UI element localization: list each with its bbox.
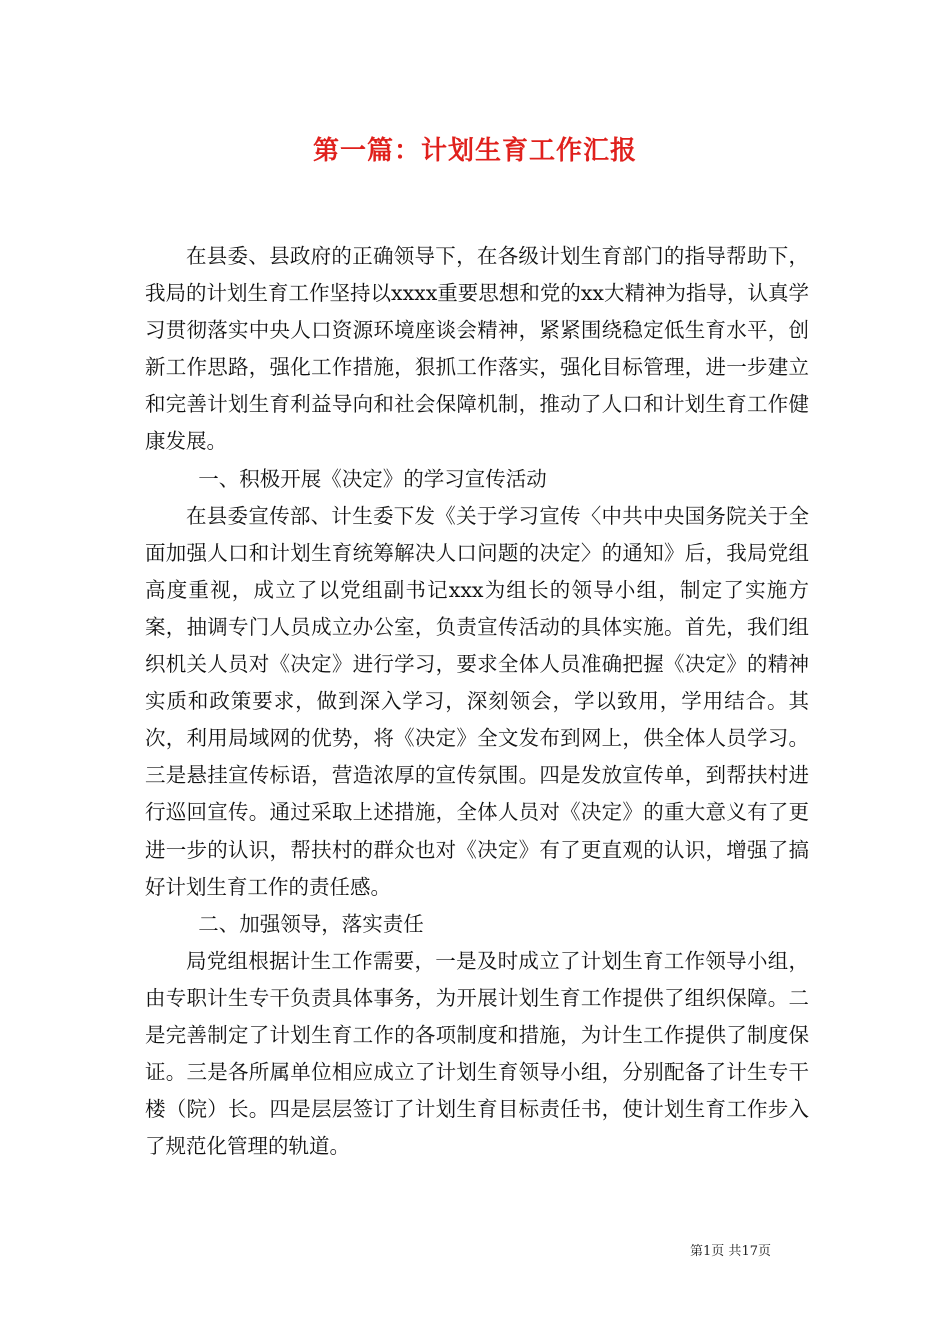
paragraph-section-1: 在县委宣传部、计生委下发《关于学习宣传〈中共中央国务院关于全面加强人口和计划生育统筹解决人口问题的决定〉的通知》后，我局党组高度重视，成立了以党组副书记xxx为组长的领导小组，制定了实施方案，抽调专门人员成立办公室，负责宣传活动的具体实施。首先，我们组织机关人员对《决定》进行学习，要求全体人员准确把握《决定》的精神实质和政策要求，做到深入学习，深刻领会，学以致用，学用结合。其次，利用局域网的优势，将《决定》全文发布到网上，供全体人员学习。三是悬挂宣传标语，营造浓厚的宣传氛围。四是发放宣传单，到帮扶村进行巡回宣传。通过采取上述措施，全体人员对《决定》的重大意义有了更进一步的认识，帮扶村的群众也对《决定》有了更直观的认识，增强了搞好计划生育工作的责任感。 (145, 503, 809, 899)
document-body (145, 238, 809, 1165)
footer-mid: 页 共 (711, 1244, 742, 1259)
page-footer (690, 1240, 850, 1259)
footer-page-number: 1 (703, 1244, 712, 1259)
footer-suffix: 页 (757, 1244, 771, 1259)
paragraph-intro: 在县委、县政府的正确领导下，在各级计划生育部门的指导帮助下，我局的计划生育工作坚持以xxxx重要思想和党的xx大精神为指导，认真学习贯彻落实中央人口资源环境座谈会精神，紧紧围绕稳定低生育水平，创新工作思路，强化工作措施，狠抓工作落实，强化目标管理，进一步建立和完善计划生育利益导向和社会保障机制，推动了人口和计划生育工作健康发展。 (145, 244, 809, 454)
section-heading-2: 二、加强领导，落实责任 (198, 911, 424, 936)
footer-prefix: 第 (690, 1244, 704, 1259)
section-heading-1: 一、积极开展《决定》的学习宣传活动 (198, 466, 547, 491)
footer-total-pages: 17 (741, 1244, 758, 1259)
document-title: 第一篇：计划生育工作汇报 (312, 136, 637, 166)
paragraph-section-2: 局党组根据计生工作需要，一是及时成立了计划生育工作领导小组，由专职计生专干负责具体事务，为开展计划生育工作提供了组织保障。二是完善制定了计划生育工作的各项制度和措施，为计生工作提供了制度保证。三是各所属单位相应成立了计划生育领导小组，分别配备了计生专干楼（院）长。四是层层签订了计划生育目标责任书，使计划生育工作步入了规范化管理的轨道。 (145, 948, 809, 1159)
